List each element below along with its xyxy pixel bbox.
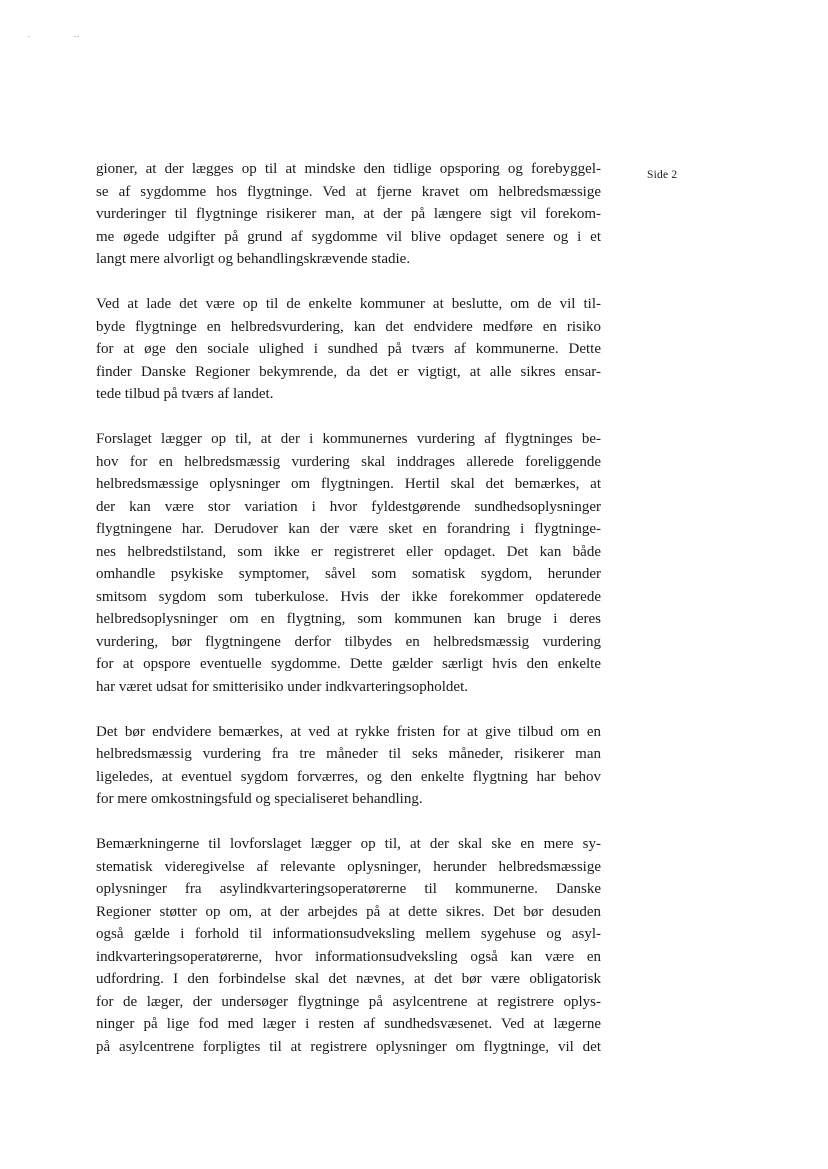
text-line: se af sygdomme hos flygtninge. Ved at fjerne kravet om helbredsmæssige (96, 183, 601, 200)
text-line: for at opspore eventuelle sygdomme. Dette gælder særligt hvis den enkelte (96, 656, 601, 672)
paragraph (96, 833, 601, 1058)
text-line: for de læger, der undersøger flygtninge på asylcentrene at registrere oplys- (96, 993, 601, 1010)
text-line: smitsom sygdom som tuberkulose. Hvis der ikke forekommer opdaterede (96, 588, 601, 605)
text-line: Det bør endvidere bemærkes, at ved at rykke fristen for at give tilbud om en (96, 723, 601, 740)
text-line: for at øge den sociale ulighed i sundhed på tværs af kommunerne. Dette (96, 341, 601, 357)
text-line: vurderinger til flygtninge risikerer man, at der på længere sigt vil forekom- (96, 206, 601, 222)
text-line: me øgede udgifter på grund af sygdomme vil blive opdaget senere og i et (96, 228, 601, 245)
text-line: ninger på lige fod med læger i resten af sundhedsvæsenet. Ved at lægerne (96, 1016, 601, 1032)
text-line: indkvarteringsoperatørerne, hvor informationsudveksling også kan være en (96, 948, 601, 965)
text-line: Bemærkningerne til lovforslaget lægger op til, at der skal ske en mere sy- (96, 836, 601, 852)
text-line: gioner, at der lægges op til at mindske den tidlige opsporing og forebyggel- (96, 161, 601, 177)
text-line: oplysninger fra asylindkvarteringsoperatørerne til kommunerne. Danske (96, 881, 601, 897)
text-line: finder Danske Regioner bekymrende, da det er vigtigt, at alle sikres ensar- (96, 363, 601, 380)
document-body (96, 158, 601, 1058)
text-line: helbredsmæssige oplysninger om flygtningen. Hertil skal det bemærkes, at (96, 476, 601, 492)
text-line: på asylcentrene forpligtes til at registrere oplysninger om flygtninge, vil det (96, 1038, 601, 1055)
text-line: nes helbredstilstand, som ikke er registreret eller opdaget. Det kan både (96, 543, 601, 560)
text-line: omhandle psykiske symptomer, såvel som somatisk sygdom, herunder (96, 566, 601, 582)
text-line: Regioner støtter op om, at der arbejdes på at dette sikres. Det bør desuden (96, 903, 601, 920)
text-line: Forslaget lægger op til, at der i kommunernes vurdering af flygtninges be- (96, 431, 601, 447)
text-line: for mere omkostningsfuld og specialiseret behandling. (96, 791, 423, 807)
text-line: ligeledes, at eventuel sygdom forværres, og den enkelte flygtning har behov (96, 768, 601, 785)
paragraph-gap (96, 698, 601, 721)
paragraph (96, 428, 601, 698)
text-line: langt mere alvorligt og behandlingskrævende stadie. (96, 251, 411, 267)
paragraph (96, 293, 601, 406)
text-line: byde flygtninge en helbredsvurdering, kan det endvidere medføre en risiko (96, 318, 601, 335)
text-line: også gælde i forhold til informationsudveksling mellem sygehuse og asyl- (96, 926, 601, 942)
paragraph-gap (96, 811, 601, 834)
paragraph-gap (96, 271, 601, 294)
text-line: helbredsmæssig vurdering fra tre måneder til seks måneder, risikerer man (96, 746, 601, 762)
text-line: stematisk videregivelse af relevante oplysninger, herunder helbredsmæssige (96, 858, 601, 875)
text-line: har været udsat for smitterisiko under indkvarteringsopholdet. (96, 678, 469, 695)
text-line: vurdering, bør flygtningene derfor tilbydes en helbredsmæssig vurdering (96, 633, 601, 650)
text-line: der kan være stor variation i hvor fyldestgørende sundhedsoplysninger (96, 498, 601, 515)
text-line: tede tilbud på tværs af landet. (96, 386, 274, 402)
page-number: Side 2 (647, 169, 678, 181)
text-line: helbredsoplysninger om en flygtning, som kommunen kan bruge i deres (96, 611, 601, 627)
paragraph-gap (96, 406, 601, 429)
text-line: flygtningene har. Derudover kan der være sket en forandring i flygtninge- (96, 521, 601, 537)
text-line: udfordring. I den forbindelse skal det nævnes, at det bør være obligatorisk (96, 971, 601, 987)
paragraph (96, 721, 601, 811)
text-line: Ved at lade det være op til de enkelte kommuner at beslutte, om de vil til- (96, 296, 601, 312)
scan-artifact (28, 36, 88, 40)
text-line: hov for en helbredsmæssig vurdering skal inddrages allerede foreliggende (96, 453, 601, 470)
paragraph (96, 158, 601, 271)
